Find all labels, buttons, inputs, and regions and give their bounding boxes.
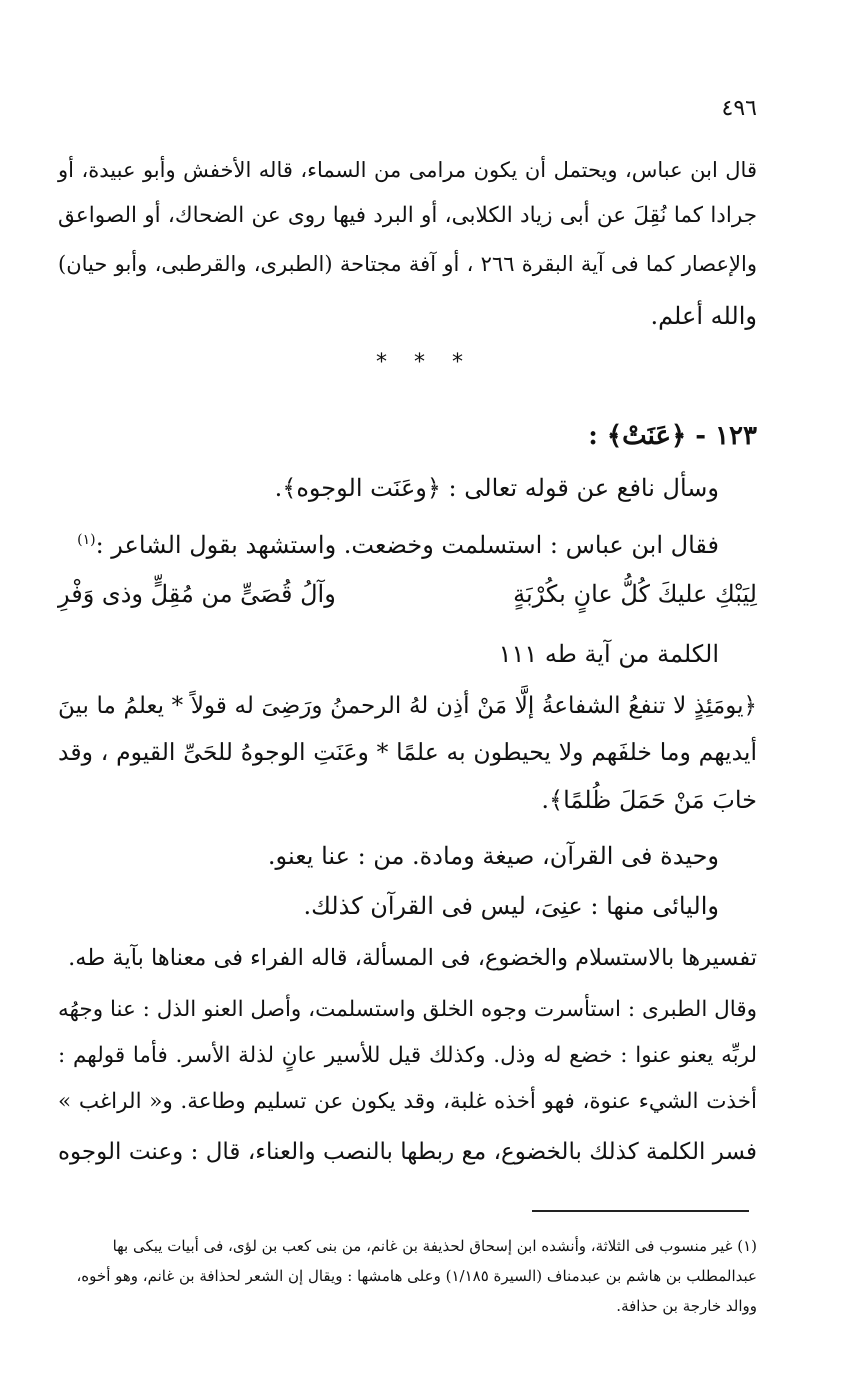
footnote-line: عبدالمطلب بن هاشم بن عبدمناف (السيرة ١/١٨٥) وعلى هامشها : ويقال إن الشعر لحذافة بن غانم، وهو أخوه،	[76, 1267, 757, 1285]
answer-text: فقال ابن عباس : استسلمت وخضعت. واستشهد بقول الشاعر :	[95, 531, 719, 559]
text-line: وقال الطبرى : استأسرت وجوه الخلق واستسلمت، وأصل العنو الذل : عنا وجهُه	[58, 997, 757, 1022]
footnote-divider	[532, 1210, 749, 1212]
word-location: الكلمة من آية طه ١١١	[498, 640, 719, 668]
section-separator: * * *	[376, 350, 473, 375]
footnote-line: ووالد خارجة بن حذافة.	[616, 1297, 757, 1315]
text-line: أخذت الشيء عنوة، فهو أخذه غلبة، وقد يكون عن تسليم وطاعة. و« الراغب »	[58, 1089, 757, 1114]
note-line: وحيدة فى القرآن، صيغة ومادة. من : عنا يعنو.	[267, 842, 719, 870]
footnote-ref: (١)	[77, 532, 96, 548]
verse-left-hemistich: وآلُ قُصَىٍّ من مُقِلٍّ وذى وَفْرِ	[58, 580, 336, 608]
ayah-line: أيديهم وما خلفَهم ولا يحيطون به علمًا * وعَنَتِ الوجوهُ للحَىِّ القيوم ، وقد	[58, 738, 757, 766]
text-line: والإعصار كما فى آية البقرة ٢٦٦ ، أو آفة مجتاحة (الطبرى، والقرطبى، وأبو حيان)	[58, 252, 757, 276]
text-line: قال ابن عباس، ويحتمل أن يكون مرامى من السماء، قاله الأخفش وأبو عبيدة، أو	[58, 158, 757, 182]
answer-line	[58, 520, 719, 565]
footnote-line: (١) غير منسوب فى الثلاثة، وأنشده ابن إسحاق لحذيفة بن غانم، من بنى كعب بن لؤى، فى أبيات يبكى بها	[112, 1237, 757, 1255]
question-line: وسأل نافع عن قوله تعالى : ﴿وعَنَت الوجوه﴾.	[274, 474, 719, 502]
text-line: جرادا كما نُقِلَ عن أبى زياد الكلابى، أو البرد فيها روى عن الضحاك، أو الصواعق	[58, 203, 757, 228]
text-line: فسر الكلمة كذلك بالخضوع، مع ربطها بالنصب والعناء، قال : وعنت الوجوه	[58, 1139, 757, 1165]
verse-right-hemistich: لِيَبْكِ عليكَ كُلُّ عانٍ بكُرْبَةٍ	[513, 580, 757, 608]
entry-heading: ١٢٣ - ﴿عَنَتْ﴾ :	[588, 421, 757, 451]
note-line: تفسيرها بالاستسلام والخضوع، فى المسألة، قاله الفراء فى معناها بآية طه.	[68, 945, 757, 971]
text-line: لربِّه يعنو عنوا : خضع له وذل. وكذلك قيل للأسير عانٍ لذلة الأسر. فأما قولهم :	[58, 1043, 757, 1068]
ayah-line: خابَ مَنْ حَمَلَ ظُلمًا﴾.	[541, 786, 757, 814]
page-number: ٤٩٦	[721, 96, 757, 121]
text-line: والله أعلم.	[650, 302, 757, 330]
note-line: واليائى منها : عنِىَ، ليس فى القرآن كذلك.	[303, 892, 719, 920]
ayah-line: ﴿يومَئِذٍ لا تنفعُ الشفاعةُ إلَّا مَنْ أذِن لهُ الرحمنُ ورَضِىَ له قولاً * يعلمُ ما بينَ	[58, 693, 757, 719]
